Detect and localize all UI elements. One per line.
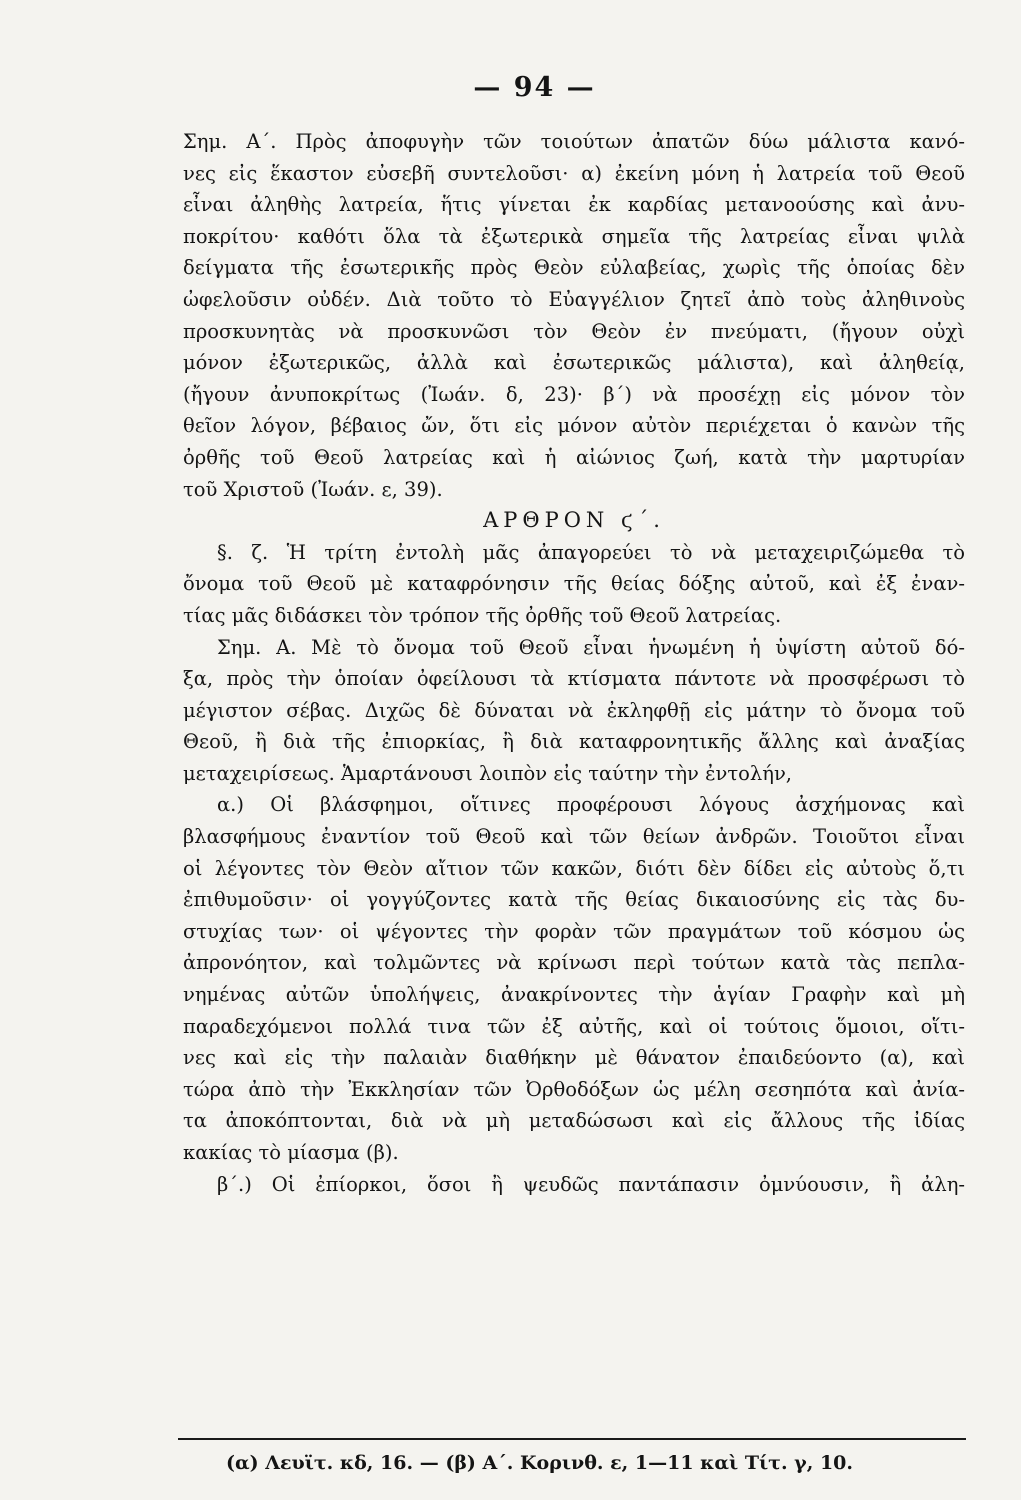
text-line: μεταχειρίσεως. Ἁμαρτάνουσι λοιπὸν εἰς ταύτην τὴν ἐντολήν,: [183, 761, 793, 785]
text-line: α.) Οἱ βλάσφημοι, οἵτινες προφέρουσι λόγους ἀσχήμονας καὶ: [217, 793, 965, 817]
text-line: ἀπρονόητον, καὶ τολμῶντες νὰ κρίνωσι περὶ τούτων κατὰ τὰς πεπλα-: [183, 951, 965, 975]
text-line: ἐπιθυμοῦσιν· οἱ γογγύζοντες κατὰ τῆς θείας δικαιοσύνης εἰς τὰς δυ-: [183, 888, 965, 912]
text-line: τίας μᾶς διδάσκει τὸν τρόπον τῆς ὀρθῆς τοῦ Θεοῦ λατρείας.: [183, 603, 782, 627]
text-line: ὀρθῆς τοῦ Θεοῦ λατρείας καὶ ἡ αἰώνιος ζωή, κατὰ τὴν μαρτυρίαν: [183, 445, 965, 469]
text-line: νες καὶ εἰς τὴν παλαιὰν διαθήκην μὲ θάνατον ἐπαιδεύοντο (α), καὶ: [183, 1046, 965, 1070]
text-line: βλασφήμους ἐναντίον τοῦ Θεοῦ καὶ τῶν θείων ἀνδρῶν. Τοιοῦτοι εἶναι: [183, 825, 965, 849]
text-line: νημένας αὐτῶν ὑπολήψεις, ἀνακρίνοντες τὴν ἁγίαν Γραφὴν καὶ μὴ: [183, 983, 965, 1007]
text-line: προσκυνητὰς νὰ προσκυνῶσι τὸν Θεὸν ἐν πνεύματι, (ἤγουν οὐχὶ: [183, 319, 965, 343]
footnote-divider: [178, 1438, 966, 1440]
text-line: §. ζ. Ἡ τρίτη ἐντολὴ μᾶς ἀπαγορεύει τὸ νὰ μεταχειριζώμεθα τὸ: [217, 540, 965, 564]
footnote: (α) Λευϊτ. κδ, 16. — (β) Α΄. Κορινθ. ε, 1—11 καὶ Τίτ. γ, 10.: [226, 1452, 854, 1474]
text-line: μέγιστον σέβας. Διχῶς δὲ δύναται νὰ ἐκληφθῇ εἰς μάτην τὸ ὄνομα τοῦ: [183, 698, 965, 722]
text-line: οἱ λέγοντες τὸν Θεὸν αἴτιον τῶν κακῶν, διότι δὲν δίδει εἰς αὐτοὺς ὅ,τι: [183, 856, 965, 880]
text-line: β΄.) Οἱ ἐπίορκοι, ὅσοι ἢ ψευδῶς παντάπασιν ὀμνύουσιν, ἢ ἀλη-: [217, 1172, 965, 1196]
text-line: δείγματα τῆς ἐσωτερικῆς πρὸς Θεὸν εὐλαβείας, χωρὶς τῆς ὁποίας δὲν: [183, 256, 965, 280]
text-line: Θεοῦ, ἢ διὰ τῆς ἐπιορκίας, ἢ διὰ καταφρονητικῆς ἄλλης καὶ ἀναξίας: [183, 730, 965, 754]
text-line: στυχίας των· οἱ ψέγοντες τὴν φορὰν τῶν πραγμάτων τοῦ κόσμου ὡς: [183, 919, 965, 943]
section-heading: ΑΡΘΡΟΝ ϛ΄.: [483, 508, 665, 533]
text-line: κακίας τὸ μίασμα (β).: [183, 1141, 399, 1164]
text-line: ὄνομα τοῦ Θεοῦ μὲ καταφρόνησιν τῆς θείας δόξης αὐτοῦ, καὶ ἐξ ἐναν-: [183, 572, 965, 596]
text-line: εἶναι ἀληθὴς λατρεία, ἥτις γίνεται ἐκ καρδίας μετανοούσης καὶ ἀνυ-: [183, 193, 965, 217]
text-line: παραδεχόμενοι πολλά τινα τῶν ἐξ αὐτῆς, καὶ οἱ τούτοις ὅμοιοι, οἵτι-: [183, 1014, 965, 1038]
text-line: Σημ. Α. Μὲ τὸ ὄνομα τοῦ Θεοῦ εἶναι ἡνωμένη ἡ ὑψίστη αὐτοῦ δό-: [217, 635, 965, 659]
text-line: Σημ. Α΄. Πρὸς ἀποφυγὴν τῶν τοιούτων ἀπατῶν δύω μάλιστα κανό-: [183, 130, 965, 153]
text-line: ποκρίτου· καθότι ὅλα τὰ ἐξωτερικὰ σημεῖα τῆς λατρείας εἶναι ψιλὰ: [183, 224, 965, 248]
text-line: ὠφελοῦσιν οὐδέν. Διὰ τοῦτο τὸ Εὐαγγέλιον ζητεῖ ἀπὸ τοὺς ἀληθινοὺς: [183, 287, 965, 311]
text-line: μόνον ἐξωτερικῶς, ἀλλὰ καὶ ἐσωτερικῶς μάλιστα), καὶ ἀληθείᾳ,: [183, 351, 965, 375]
page-number: — 94 —: [473, 72, 596, 103]
text-line: νες εἰς ἕκαστον εὐσεβῆ συντελοῦσι· α) ἐκείνη μόνη ἡ λατρεία τοῦ Θεοῦ: [183, 161, 965, 185]
body-text: [183, 126, 965, 1200]
text-line: τοῦ Χριστοῦ (Ἰωάν. ε, 39).: [183, 477, 443, 501]
text-line: ξα, πρὸς τὴν ὁποίαν ὀφείλουσι τὰ κτίσματα πάντοτε νὰ προσφέρωσι τὸ: [183, 667, 965, 691]
text-line: (ἤγουν ἀνυποκρίτως (Ἰωάν. δ, 23)· β΄) νὰ προσέχῃ εἰς μόνον τὸν: [183, 382, 965, 406]
text-line: θεῖον λόγον, βέβαιος ὤν, ὅτι εἰς μόνον αὐτὸν περιέχεται ὁ κανὼν τῆς: [183, 414, 965, 438]
text-line: τώρα ἀπὸ τὴν Ἐκκλησίαν τῶν Ὀρθοδόξων ὡς μέλη σεσηπότα καὶ ἀνία-: [183, 1077, 965, 1101]
text-line: τα ἀποκόπτονται, διὰ νὰ μὴ μεταδώσωσι καὶ εἰς ἄλλους τῆς ἰδίας: [183, 1109, 965, 1133]
